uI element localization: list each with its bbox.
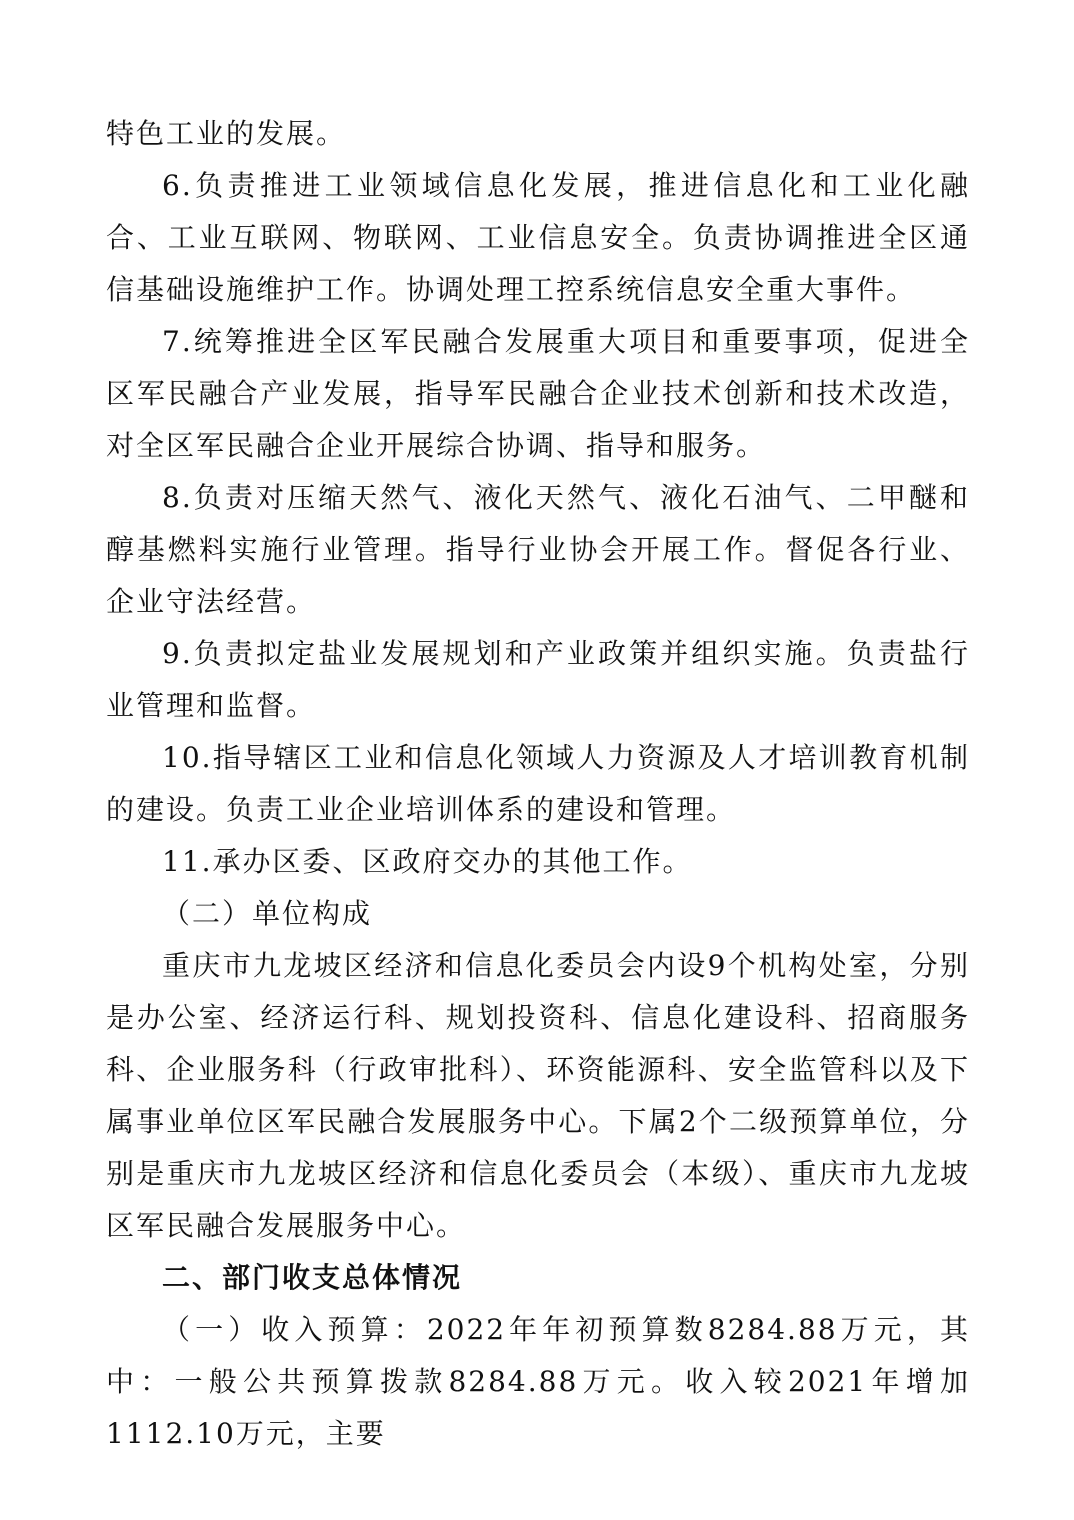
paragraph-income-budget: （一）收入预算：2022年年初预算数8284.88万元，其中：一般公共预算拨款8284.88万元。收入较2021年增加1112.10万元，主要 bbox=[106, 1313, 970, 1450]
paragraph-item-6: 6.负责推进工业领域信息化发展，推进信息化和工业化融合、工业互联网、物联网、工业信息安全。负责协调推进全区通信基础设施维护工作。协调处理工控系统信息安全重大事件。 bbox=[106, 169, 970, 306]
paragraph-continuation: 特色工业的发展。 bbox=[106, 117, 347, 150]
paragraph-unit-composition: 重庆市九龙坡区经济和信息化委员会内设9个机构处室，分别是办公室、经济运行科、规划投资科、信息化建设科、招商服务科、企业服务科（行政审批科）、环资能源科、安全监管科以及下属事业单位区军民融合发展服务中心。下属2个二级预算单位，分别是重庆市九龙坡区经济和信息化委员会（本级）、重庆市九龙坡区军民融合发展服务中心。 bbox=[106, 949, 970, 1242]
paragraph-item-7: 7.统筹推进全区军民融合发展重大项目和重要事项，促进全区军民融合产业发展，指导军民融合企业技术创新和技术改造，对全区军民融合企业开展综合协调、指导和服务。 bbox=[106, 325, 970, 462]
document-page bbox=[106, 108, 970, 1460]
section-heading-budget-overview: 二、部门收支总体情况 bbox=[162, 1261, 463, 1294]
paragraph-item-9: 9.负责拟定盐业发展规划和产业政策并组织实施。负责盐行业管理和监督。 bbox=[106, 637, 970, 722]
paragraph-item-10: 10.指导辖区工业和信息化领域人力资源及人才培训教育机制的建设。负责工业企业培训体系的建设和管理。 bbox=[106, 741, 970, 826]
paragraph-item-8: 8.负责对压缩天然气、液化天然气、液化石油气、二甲醚和醇基燃料实施行业管理。指导行业协会开展工作。督促各行业、企业守法经营。 bbox=[106, 481, 970, 618]
paragraph-item-11: 11.承办区委、区政府交办的其他工作。 bbox=[162, 845, 693, 878]
subheading-unit-composition: （二）单位构成 bbox=[162, 897, 373, 930]
